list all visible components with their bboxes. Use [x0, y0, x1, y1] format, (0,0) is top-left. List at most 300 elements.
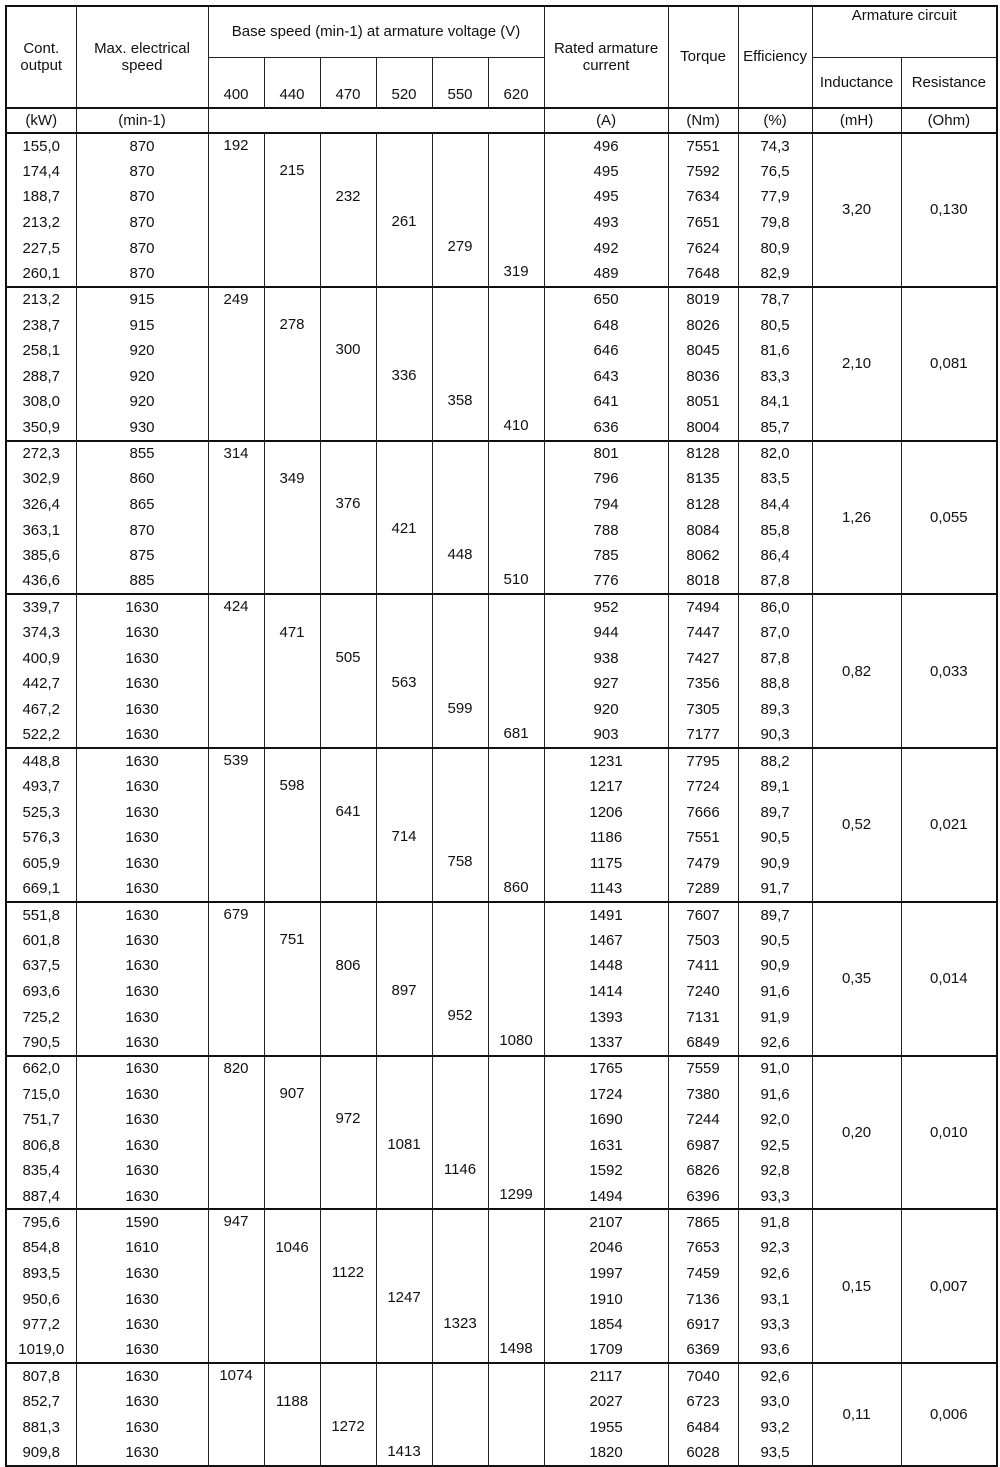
- cell-base-speed: [265, 1286, 320, 1311]
- cell-rated-current: 1231: [544, 748, 668, 774]
- cell-cont-output: 790,5: [6, 1030, 76, 1056]
- cell-base-speed: 336: [391, 366, 417, 384]
- cell-base-speed: 1046: [275, 1238, 309, 1256]
- cell-torque: 7479: [668, 851, 738, 877]
- cell-torque: 6723: [668, 1389, 738, 1415]
- cell-base-speed-column: [208, 133, 264, 287]
- cell-base-speed: [489, 979, 544, 1004]
- cell-base-speed: [489, 235, 544, 260]
- cell-base-speed: [377, 1415, 432, 1440]
- cell-base-speed-column: [488, 748, 544, 902]
- cell-base-speed: 1188: [275, 1392, 309, 1410]
- cell-cont-output: 693,6: [6, 979, 76, 1005]
- cell-base-speed-column: [376, 594, 432, 748]
- cell-base-speed: [489, 954, 544, 979]
- cell-base-speed: [209, 954, 264, 979]
- cell-max-speed: 1630: [76, 1286, 208, 1312]
- cell-base-speed: [489, 646, 544, 671]
- cell-torque: 7447: [668, 620, 738, 646]
- header-efficiency: Efficiency: [738, 6, 812, 108]
- cell-max-speed: 1630: [76, 1081, 208, 1107]
- cell-base-speed: [377, 1210, 432, 1235]
- cell-cont-output: 751,7: [6, 1107, 76, 1133]
- cell-max-speed: 1610: [76, 1235, 208, 1261]
- cell-cont-output: 238,7: [6, 312, 76, 338]
- cell-inductance: 0,20: [812, 1056, 901, 1210]
- cell-rated-current: 920: [544, 697, 668, 723]
- unit-resistance: (Ohm): [901, 108, 997, 133]
- cell-base-speed: [377, 389, 432, 414]
- cell-base-speed: [489, 621, 544, 646]
- cell-base-speed: [433, 1261, 488, 1286]
- cell-cont-output: 522,2: [6, 722, 76, 748]
- table-row: [6, 748, 997, 774]
- cell-base-speed: [377, 134, 432, 159]
- cell-max-speed: 1630: [76, 1184, 208, 1210]
- cell-base-speed: 598: [279, 777, 305, 795]
- cell-base-speed: [209, 260, 264, 285]
- cell-resistance: 0,014: [901, 902, 997, 1056]
- cell-base-speed: [321, 1133, 376, 1158]
- cell-efficiency: 89,1: [738, 774, 812, 800]
- cell-base-speed-column: [208, 902, 264, 1056]
- cell-efficiency: 82,9: [738, 261, 812, 287]
- cell-base-speed: [321, 1210, 376, 1235]
- cell-cont-output: 525,3: [6, 799, 76, 825]
- cell-rated-current: 495: [544, 159, 668, 185]
- cell-torque: 8051: [668, 389, 738, 415]
- cell-base-speed: [265, 543, 320, 568]
- cell-base-speed: [377, 850, 432, 875]
- cell-base-speed: [209, 979, 264, 1004]
- cell-base-speed: 1146: [443, 1160, 477, 1178]
- cell-cont-output: 326,4: [6, 492, 76, 518]
- cell-rated-current: 495: [544, 184, 668, 210]
- cell-base-speed: [433, 825, 488, 850]
- cell-base-speed: [377, 595, 432, 620]
- cell-rated-current: 1337: [544, 1030, 668, 1056]
- cell-cont-output: 258,1: [6, 338, 76, 364]
- cell-base-speed: [489, 749, 544, 774]
- header-inductance: Inductance: [812, 57, 901, 108]
- cell-torque: 7356: [668, 671, 738, 697]
- cell-base-speed: [433, 260, 488, 285]
- cell-base-speed-column: [432, 748, 488, 902]
- table-row: [6, 902, 997, 928]
- cell-base-speed: [377, 1082, 432, 1107]
- cell-base-speed: [433, 1107, 488, 1132]
- cell-base-speed-column: [264, 594, 320, 748]
- cell-max-speed: 1630: [76, 1389, 208, 1415]
- cell-base-speed: [433, 1210, 488, 1235]
- cell-cont-output: 213,2: [6, 287, 76, 313]
- cell-efficiency: 92,3: [738, 1235, 812, 1261]
- cell-base-speed: [377, 260, 432, 285]
- cell-base-speed-column: [432, 1209, 488, 1363]
- cell-base-speed: [321, 568, 376, 593]
- cell-efficiency: 78,7: [738, 287, 812, 313]
- cell-max-speed: 870: [76, 261, 208, 287]
- cell-base-speed: [265, 492, 320, 517]
- cell-max-speed: 1630: [76, 1158, 208, 1184]
- cell-inductance: 0,82: [812, 594, 901, 748]
- cell-base-speed: [489, 1261, 544, 1286]
- cell-torque: 8026: [668, 312, 738, 338]
- cell-base-speed: [377, 749, 432, 774]
- cell-base-speed: [489, 928, 544, 953]
- cell-base-speed: [489, 517, 544, 542]
- cell-base-speed: [265, 1133, 320, 1158]
- cell-base-speed: [489, 1440, 544, 1465]
- cell-efficiency: 79,8: [738, 210, 812, 236]
- cell-base-speed: [489, 492, 544, 517]
- cell-base-speed: [489, 595, 544, 620]
- cell-cont-output: 308,0: [6, 389, 76, 415]
- cell-base-speed: [433, 1029, 488, 1054]
- cell-base-speed: [433, 1415, 488, 1440]
- cell-base-speed-column: [432, 902, 488, 1056]
- cell-base-speed: [321, 774, 376, 799]
- cell-cont-output: 806,8: [6, 1133, 76, 1159]
- cell-efficiency: 88,8: [738, 671, 812, 697]
- cell-base-speed: [377, 722, 432, 747]
- cell-cont-output: 350,9: [6, 415, 76, 441]
- cell-rated-current: 496: [544, 133, 668, 159]
- cell-base-speed: [209, 621, 264, 646]
- cell-base-speed: [433, 210, 488, 235]
- cell-base-speed: [265, 260, 320, 285]
- cell-base-speed: [433, 1440, 488, 1465]
- cell-base-speed: [321, 414, 376, 439]
- cell-efficiency: 87,8: [738, 569, 812, 595]
- cell-rated-current: 1206: [544, 799, 668, 825]
- cell-base-speed-column: [432, 594, 488, 748]
- cell-base-speed: 947: [223, 1213, 249, 1231]
- cell-base-speed: [321, 1390, 376, 1415]
- cell-base-speed: [489, 159, 544, 184]
- cell-cont-output: 339,7: [6, 594, 76, 620]
- cell-base-speed: [209, 568, 264, 593]
- cell-base-speed: 751: [279, 931, 305, 949]
- cell-base-speed: [265, 646, 320, 671]
- cell-base-speed: [265, 1057, 320, 1082]
- cell-base-speed-column: [488, 287, 544, 441]
- cell-cont-output: 363,1: [6, 517, 76, 543]
- cell-torque: 6396: [668, 1184, 738, 1210]
- cell-base-speed: [377, 338, 432, 363]
- cell-base-speed: 952: [447, 1007, 473, 1025]
- cell-base-speed: [265, 1364, 320, 1389]
- cell-inductance: 0,11: [812, 1363, 901, 1466]
- cell-max-speed: 1630: [76, 722, 208, 748]
- cell-base-speed: [321, 288, 376, 313]
- cell-base-speed: [377, 903, 432, 928]
- cell-base-speed: [489, 1210, 544, 1235]
- cell-base-speed: 300: [335, 341, 361, 359]
- cell-rated-current: 1393: [544, 1004, 668, 1030]
- cell-base-speed: [489, 389, 544, 414]
- cell-base-speed: [265, 876, 320, 901]
- cell-torque: 8036: [668, 364, 738, 390]
- cell-rated-current: 1709: [544, 1338, 668, 1364]
- cell-base-speed: [377, 1057, 432, 1082]
- cell-cont-output: 715,0: [6, 1081, 76, 1107]
- cell-cont-output: 576,3: [6, 825, 76, 851]
- cell-base-speed: [209, 1261, 264, 1286]
- cell-rated-current: 2117: [544, 1363, 668, 1389]
- cell-base-speed: 679: [223, 905, 249, 923]
- table-row: [6, 1056, 997, 1082]
- cell-cont-output: 442,7: [6, 671, 76, 697]
- cell-base-speed: 279: [447, 238, 473, 256]
- cell-base-speed-column: [376, 1056, 432, 1210]
- cell-torque: 6826: [668, 1158, 738, 1184]
- cell-max-speed: 1630: [76, 1004, 208, 1030]
- cell-base-speed: 563: [391, 674, 417, 692]
- cell-rated-current: 801: [544, 441, 668, 467]
- cell-efficiency: 80,9: [738, 236, 812, 262]
- cell-cont-output: 213,2: [6, 210, 76, 236]
- cell-base-speed: [489, 467, 544, 492]
- cell-base-speed: [209, 517, 264, 542]
- cell-torque: 8128: [668, 441, 738, 467]
- cell-torque: 7177: [668, 722, 738, 748]
- cell-base-speed: [433, 1082, 488, 1107]
- cell-base-speed: [433, 338, 488, 363]
- cell-rated-current: 641: [544, 389, 668, 415]
- cell-base-speed: 505: [335, 648, 361, 666]
- cell-max-speed: 1630: [76, 799, 208, 825]
- cell-cont-output: 385,6: [6, 543, 76, 569]
- cell-torque: 7592: [668, 159, 738, 185]
- header-max-speed: Max. electrical speed: [76, 6, 208, 108]
- cell-base-speed: [209, 1286, 264, 1311]
- cell-base-speed: [321, 825, 376, 850]
- cell-base-speed: [489, 1107, 544, 1132]
- cell-cont-output: 260,1: [6, 261, 76, 287]
- unit-efficiency: (%): [738, 108, 812, 133]
- cell-base-speed: [433, 671, 488, 696]
- cell-base-speed: 1080: [499, 1032, 533, 1050]
- cell-base-speed-column: [432, 133, 488, 287]
- table-row: [6, 287, 997, 313]
- cell-cont-output: 854,8: [6, 1235, 76, 1261]
- cell-base-speed: 714: [391, 828, 417, 846]
- cell-base-speed: [433, 1286, 488, 1311]
- cell-torque: 7459: [668, 1261, 738, 1287]
- cell-torque: 7653: [668, 1235, 738, 1261]
- cell-base-speed: 1272: [331, 1417, 365, 1435]
- cell-base-speed: [489, 185, 544, 210]
- cell-base-speed: [265, 185, 320, 210]
- cell-base-speed: [377, 235, 432, 260]
- cell-resistance: 0,055: [901, 441, 997, 595]
- cell-torque: 8045: [668, 338, 738, 364]
- cell-efficiency: 91,9: [738, 1004, 812, 1030]
- cell-base-speed: [209, 1415, 264, 1440]
- cell-base-speed: [321, 850, 376, 875]
- cell-base-speed: [209, 1236, 264, 1261]
- cell-base-speed-column: [320, 1363, 376, 1466]
- cell-base-speed-column: [264, 1056, 320, 1210]
- cell-base-speed: [209, 185, 264, 210]
- cell-torque: 7559: [668, 1056, 738, 1082]
- cell-rated-current: 1414: [544, 979, 668, 1005]
- cell-base-speed: [433, 442, 488, 467]
- table-row: [6, 441, 997, 467]
- cell-rated-current: 493: [544, 210, 668, 236]
- cell-base-speed: [489, 1415, 544, 1440]
- cell-efficiency: 88,2: [738, 748, 812, 774]
- cell-rated-current: 794: [544, 492, 668, 518]
- cell-base-speed: [433, 1337, 488, 1362]
- cell-inductance: 2,10: [812, 287, 901, 441]
- cell-base-speed: [321, 1082, 376, 1107]
- header-armature-circuit: Armature circuit: [812, 6, 997, 57]
- cell-rated-current: 927: [544, 671, 668, 697]
- cell-base-speed: [265, 134, 320, 159]
- cell-base-speed-column: [432, 1363, 488, 1466]
- cell-efficiency: 92,0: [738, 1107, 812, 1133]
- cell-base-speed: [209, 1337, 264, 1362]
- cell-cont-output: 835,4: [6, 1158, 76, 1184]
- cell-inductance: 3,20: [812, 133, 901, 287]
- cell-base-speed: [377, 800, 432, 825]
- cell-base-speed: [265, 338, 320, 363]
- cell-base-speed-column: [432, 1056, 488, 1210]
- cell-rated-current: 643: [544, 364, 668, 390]
- cell-base-speed: [377, 697, 432, 722]
- cell-rated-current: 636: [544, 415, 668, 441]
- cell-base-speed: [209, 159, 264, 184]
- cell-base-speed: [489, 1082, 544, 1107]
- cell-base-speed: [209, 1183, 264, 1208]
- cell-base-speed: [489, 1312, 544, 1337]
- cell-base-speed: [489, 800, 544, 825]
- cell-efficiency: 81,6: [738, 338, 812, 364]
- cell-base-speed: [209, 697, 264, 722]
- cell-base-speed: 641: [335, 802, 361, 820]
- cell-base-speed: [433, 1390, 488, 1415]
- cell-base-speed: [433, 749, 488, 774]
- cell-base-speed-column: [264, 441, 320, 595]
- cell-base-speed: [377, 442, 432, 467]
- table-body: [6, 133, 997, 1466]
- cell-base-speed: [377, 1312, 432, 1337]
- cell-base-speed-column: [376, 1363, 432, 1466]
- cell-max-speed: 1630: [76, 979, 208, 1005]
- cell-base-speed: [377, 543, 432, 568]
- cell-base-speed: [433, 1236, 488, 1261]
- cell-base-speed: 806: [335, 956, 361, 974]
- cell-max-speed: 1630: [76, 928, 208, 954]
- cell-base-speed: [433, 621, 488, 646]
- cell-rated-current: 776: [544, 569, 668, 595]
- cell-cont-output: 436,6: [6, 569, 76, 595]
- cell-base-speed: [433, 903, 488, 928]
- cell-efficiency: 86,0: [738, 594, 812, 620]
- cell-base-speed: [489, 364, 544, 389]
- cell-base-speed: [489, 1133, 544, 1158]
- cell-base-speed: [377, 159, 432, 184]
- cell-base-speed: [433, 517, 488, 542]
- cell-base-speed: [265, 517, 320, 542]
- cell-efficiency: 91,6: [738, 1081, 812, 1107]
- header-torque: Torque: [668, 6, 738, 108]
- cell-max-speed: 1630: [76, 1056, 208, 1082]
- cell-base-speed: [265, 235, 320, 260]
- cell-base-speed: [433, 185, 488, 210]
- cell-base-speed: 349: [279, 469, 305, 487]
- cell-cont-output: 909,8: [6, 1441, 76, 1467]
- cell-max-speed: 1630: [76, 1312, 208, 1338]
- cell-base-speed: 539: [223, 752, 249, 770]
- cell-base-speed: 1498: [499, 1339, 533, 1357]
- cell-efficiency: 83,3: [738, 364, 812, 390]
- cell-base-speed: [265, 1029, 320, 1054]
- cell-base-speed: [377, 492, 432, 517]
- cell-efficiency: 86,4: [738, 543, 812, 569]
- cell-torque: 7724: [668, 774, 738, 800]
- cell-rated-current: 492: [544, 236, 668, 262]
- cell-torque: 7648: [668, 261, 738, 287]
- cell-base-speed: [321, 1183, 376, 1208]
- cell-base-speed: [265, 1210, 320, 1235]
- cell-base-speed: [433, 646, 488, 671]
- cell-base-speed: [489, 313, 544, 338]
- cell-max-speed: 1630: [76, 1030, 208, 1056]
- cell-resistance: 0,130: [901, 133, 997, 287]
- cell-base-speed: [377, 568, 432, 593]
- cell-max-speed: 1630: [76, 1363, 208, 1389]
- cell-base-speed: [265, 414, 320, 439]
- cell-torque: 7634: [668, 184, 738, 210]
- cell-torque: 7040: [668, 1363, 738, 1389]
- cell-torque: 8128: [668, 492, 738, 518]
- cell-base-speed: [489, 697, 544, 722]
- cell-base-speed: [209, 850, 264, 875]
- cell-base-speed: [321, 467, 376, 492]
- cell-efficiency: 93,3: [738, 1184, 812, 1210]
- cell-max-speed: 1630: [76, 1107, 208, 1133]
- cell-rated-current: 1690: [544, 1107, 668, 1133]
- cell-base-speed-column: [264, 748, 320, 902]
- cell-efficiency: 84,4: [738, 492, 812, 518]
- cell-base-speed: [433, 1133, 488, 1158]
- cell-base-speed: [209, 1004, 264, 1029]
- cell-base-speed: [433, 288, 488, 313]
- cell-max-speed: 920: [76, 338, 208, 364]
- cell-resistance: 0,081: [901, 287, 997, 441]
- cell-base-speed: [209, 876, 264, 901]
- cell-cont-output: 881,3: [6, 1415, 76, 1441]
- cell-base-speed: [433, 1183, 488, 1208]
- cell-efficiency: 74,3: [738, 133, 812, 159]
- unit-base-speed: [208, 108, 544, 133]
- cell-base-speed-column: [208, 1363, 264, 1466]
- cell-base-speed: [433, 313, 488, 338]
- cell-max-speed: 1630: [76, 1338, 208, 1364]
- cell-base-speed: [377, 954, 432, 979]
- unit-torque: (Nm): [668, 108, 738, 133]
- cell-base-speed: [209, 543, 264, 568]
- cell-base-speed: [321, 1236, 376, 1261]
- cell-efficiency: 93,5: [738, 1441, 812, 1467]
- cell-base-speed: [489, 1236, 544, 1261]
- cell-base-speed: 471: [279, 623, 305, 641]
- table-row: [6, 1363, 997, 1389]
- cell-efficiency: 93,6: [738, 1338, 812, 1364]
